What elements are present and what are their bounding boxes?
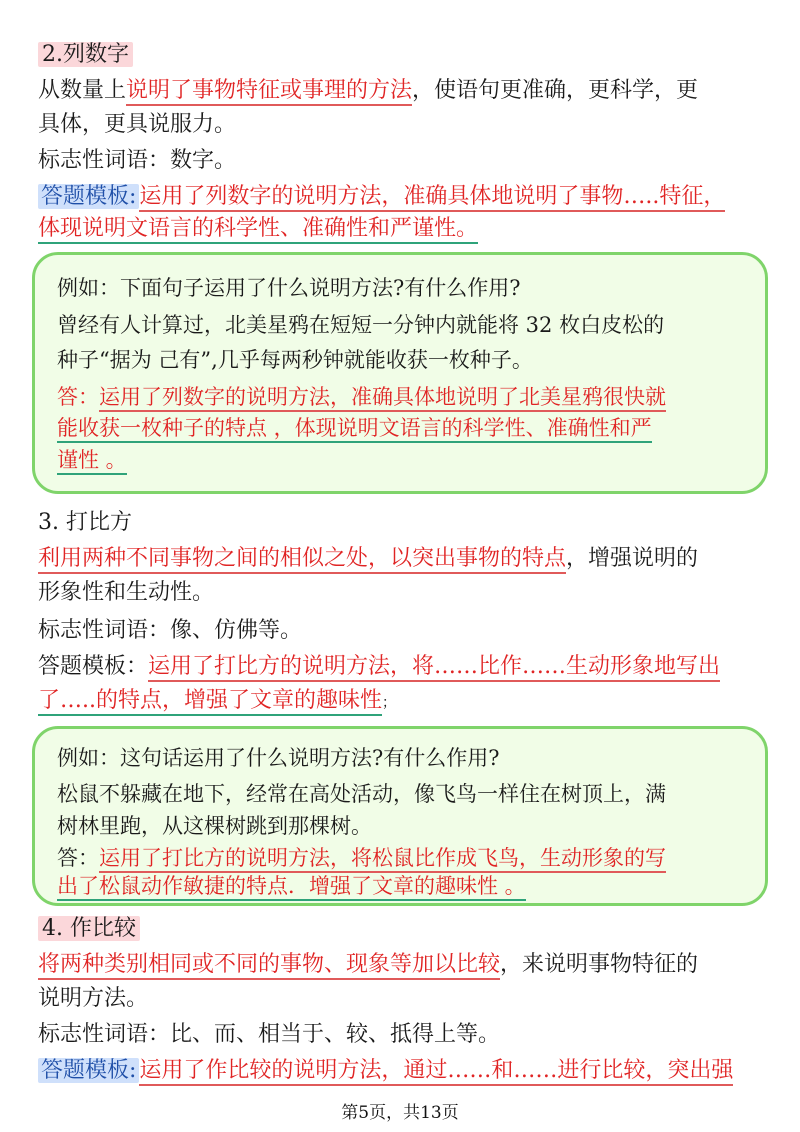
answer-line-1	[57, 382, 747, 412]
answer-line-2	[57, 871, 747, 901]
section-4-heading: 4. 作比较	[38, 916, 140, 941]
section-2-heading: 2.列数字	[38, 42, 133, 67]
example-sentence-line-2: 种子“据为 己有”,几乎每两秒钟就能收获一枚种子。	[57, 348, 533, 372]
text-segment: ；	[382, 695, 396, 711]
section-3-definition-line-1	[38, 544, 770, 574]
example-sentence-line-2: 树林里跑，从这棵树跳到那棵树。	[57, 814, 372, 838]
answer-text: 运用了打比方的说明方法，将松鼠比作成飞鸟，生动形象的写	[99, 846, 666, 873]
red-highlight-text: 利用两种不同事物之间的相似之处，以突出事物的特点	[38, 546, 566, 574]
text-segment: ，增强说明的	[566, 546, 699, 571]
section-2-example-box	[32, 252, 768, 494]
red-highlight-text: 将两种类别相同或不同的事物、现象等加以比较	[38, 952, 500, 980]
answer-text: 运用了列数字的说明方法，准确具体地说明了北美星鸦很快就	[99, 385, 666, 412]
template-label: 答题模板:	[38, 1058, 139, 1083]
section-4-keywords: 标志性词语：比、而、相当于、较、抵得上等。	[38, 1022, 501, 1047]
template-text: 了…..的特点，增强了文章的趣味性	[38, 688, 382, 716]
section-4-definition-line-1	[38, 950, 770, 980]
answer-text: 谨性 。	[57, 448, 127, 475]
section-4-definition-line-2: 说明方法。	[38, 986, 149, 1011]
answer-text: 出了松鼠动作敏捷的特点．增强了文章的趣味性 。	[57, 874, 526, 901]
section-3-template-line-2	[38, 686, 770, 718]
template-text: 运用了列数字的说明方法，准确具体地说明了事物…..特征，	[139, 184, 725, 212]
text-segment: ，来说明事物特征的	[500, 952, 699, 977]
section-3-definition-line-2: 形象性和生动性。	[38, 580, 215, 605]
section-2-definition-line-2: 具体，更具说服力。	[38, 112, 237, 137]
text-segment: ，使语句更准确，更科学，更	[412, 78, 699, 103]
example-sentence-line-1: 松鼠不躲藏在地下，经常在高处活动，像飞鸟一样住在树顶上，满	[57, 782, 666, 806]
template-text: 运用了打比方的说明方法，将……比作……生动形象地写出	[148, 654, 720, 682]
section-3-heading: 3. 打比方	[38, 510, 132, 535]
text-segment: 从数量上	[38, 78, 127, 103]
answer-line-3	[57, 445, 747, 475]
red-highlight-text: 说明了事物特征或事理的方法	[126, 78, 412, 106]
example-question: 例如：这句话运用了什么说明方法?有什么作用?	[57, 746, 500, 770]
template-text: 运用了作比较的说明方法，通过……和……进行比较，突出强	[139, 1058, 733, 1086]
template-label: 答题模板:	[38, 184, 139, 209]
section-2-template-line-1	[38, 182, 770, 212]
answer-line-1	[57, 843, 747, 873]
answer-label: 答：	[57, 846, 99, 870]
section-2-keywords: 标志性词语：数字。	[38, 148, 237, 173]
page-footer: 第5页，共13页	[341, 1103, 459, 1123]
section-3-example-box	[32, 726, 768, 906]
section-4-heading-line	[38, 914, 770, 944]
answer-text: 能收获一枚种子的特点 ，体现说明文语言的科学性、准确性和严	[57, 416, 652, 443]
answer-label: 答：	[57, 385, 99, 409]
answer-line-2	[57, 413, 747, 443]
section-2-heading-line	[38, 40, 770, 70]
section-4-template-line-1	[38, 1056, 770, 1086]
section-3-keywords: 标志性词语：像、仿佛等。	[38, 618, 303, 643]
example-question: 例如：下面句子运用了什么说明方法?有什么作用?	[57, 276, 521, 300]
section-2-definition-line-1	[38, 76, 770, 106]
template-text: 体现说明文语言的科学性、准确性和严谨性。	[38, 216, 478, 244]
section-2-template-line-2	[38, 214, 770, 244]
example-sentence-line-1: 曾经有人计算过，北美星鸦在短短一分钟内就能将 32 枚白皮松的	[57, 313, 665, 337]
section-3-template-line-1	[38, 652, 770, 682]
template-label: 答题模板：	[38, 654, 149, 679]
